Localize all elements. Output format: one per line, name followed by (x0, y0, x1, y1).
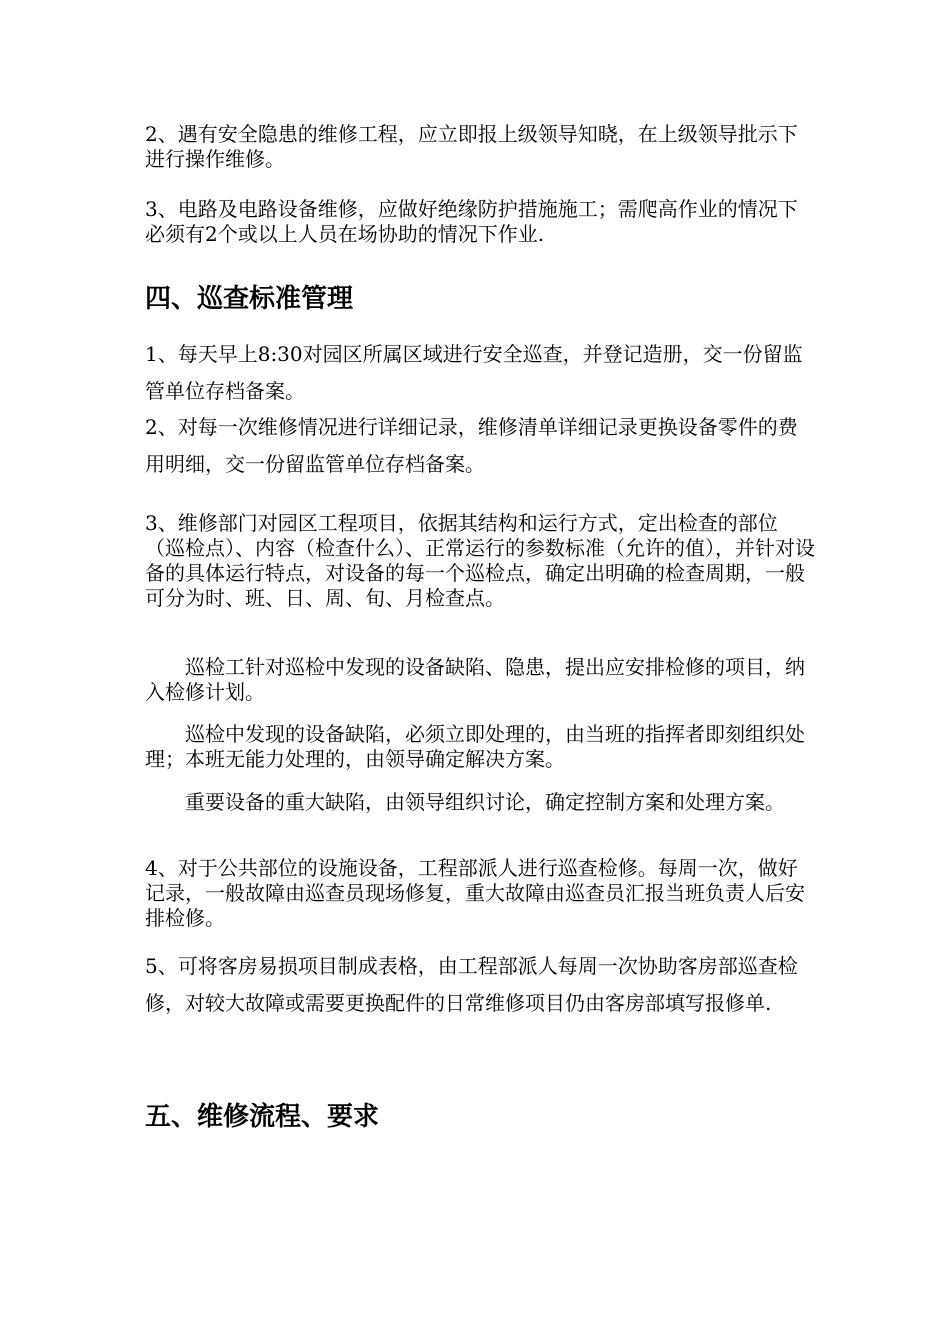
section-heading-inspection: 四、巡查标准管理 (145, 284, 354, 314)
section-heading-repair-process: 五、维修流程、要求 (145, 1102, 380, 1132)
paragraph-circuit-repair: 3、电路及电路设备维修，应做好绝缘防护措施施工；需爬高作业的情况下必须有2个或以上人员在场协助的情况下作业. (145, 197, 798, 246)
paragraph-repair-records: 2、对每一次维修情况进行详细记录，维修清单详细记录更换设备零件的费用明细，交一份留监管单位存档备案。 (145, 415, 798, 476)
paragraph-daily-inspection: 1、每天早上8:30对园区所属区域进行安全巡查，并登记造册，交一份留监管单位存档备案。 (145, 342, 803, 403)
paragraph-guestroom-repair: 5、可将客房易损项目制成表格，由工程部派人每周一次协助客房部巡查检修，对较大故障或需要更换配件的日常维修项目仍由客房部填写报修单. (145, 954, 798, 1015)
paragraph-major-defect: 重要设备的重大缺陷，由领导组织讨论，确定控制方案和处理方案。 (185, 790, 785, 814)
paragraph-defect-plan: 巡检工针对巡检中发现的设备缺陷、隐患，提出应安排检修的项目，纳入检修计划。 (145, 655, 805, 704)
paragraph-public-facilities: 4、对于公共部位的设施设备，工程部派人进行巡查检修。每周一次，做好记录，一般故障由巡查员现场修复，重大故障由巡查员汇报当班负责人后安排检修。 (145, 856, 805, 930)
paragraph-inspection-points: 3、维修部门对园区工程项目，依据其结构和运行方式，定出检查的部位（巡检点）、内容（检查什么）、正常运行的参数标准（允许的值），并针对设备的具体运行特点，对设备的每一个巡检点，确定出明确的检查周期，一般可分为时、班、日、周、旬、月检查点。 (145, 511, 815, 610)
paragraph-defect-handling: 巡检中发现的设备缺陷，必须立即处理的，由当班的指挥者即刻组织处理；本班无能力处理的，由领导确定解决方案。 (145, 722, 805, 771)
paragraph-repair-hazard: 2、遇有安全隐患的维修工程，应立即报上级领导知晓，在上级领导批示下进行操作维修。 (145, 122, 798, 171)
